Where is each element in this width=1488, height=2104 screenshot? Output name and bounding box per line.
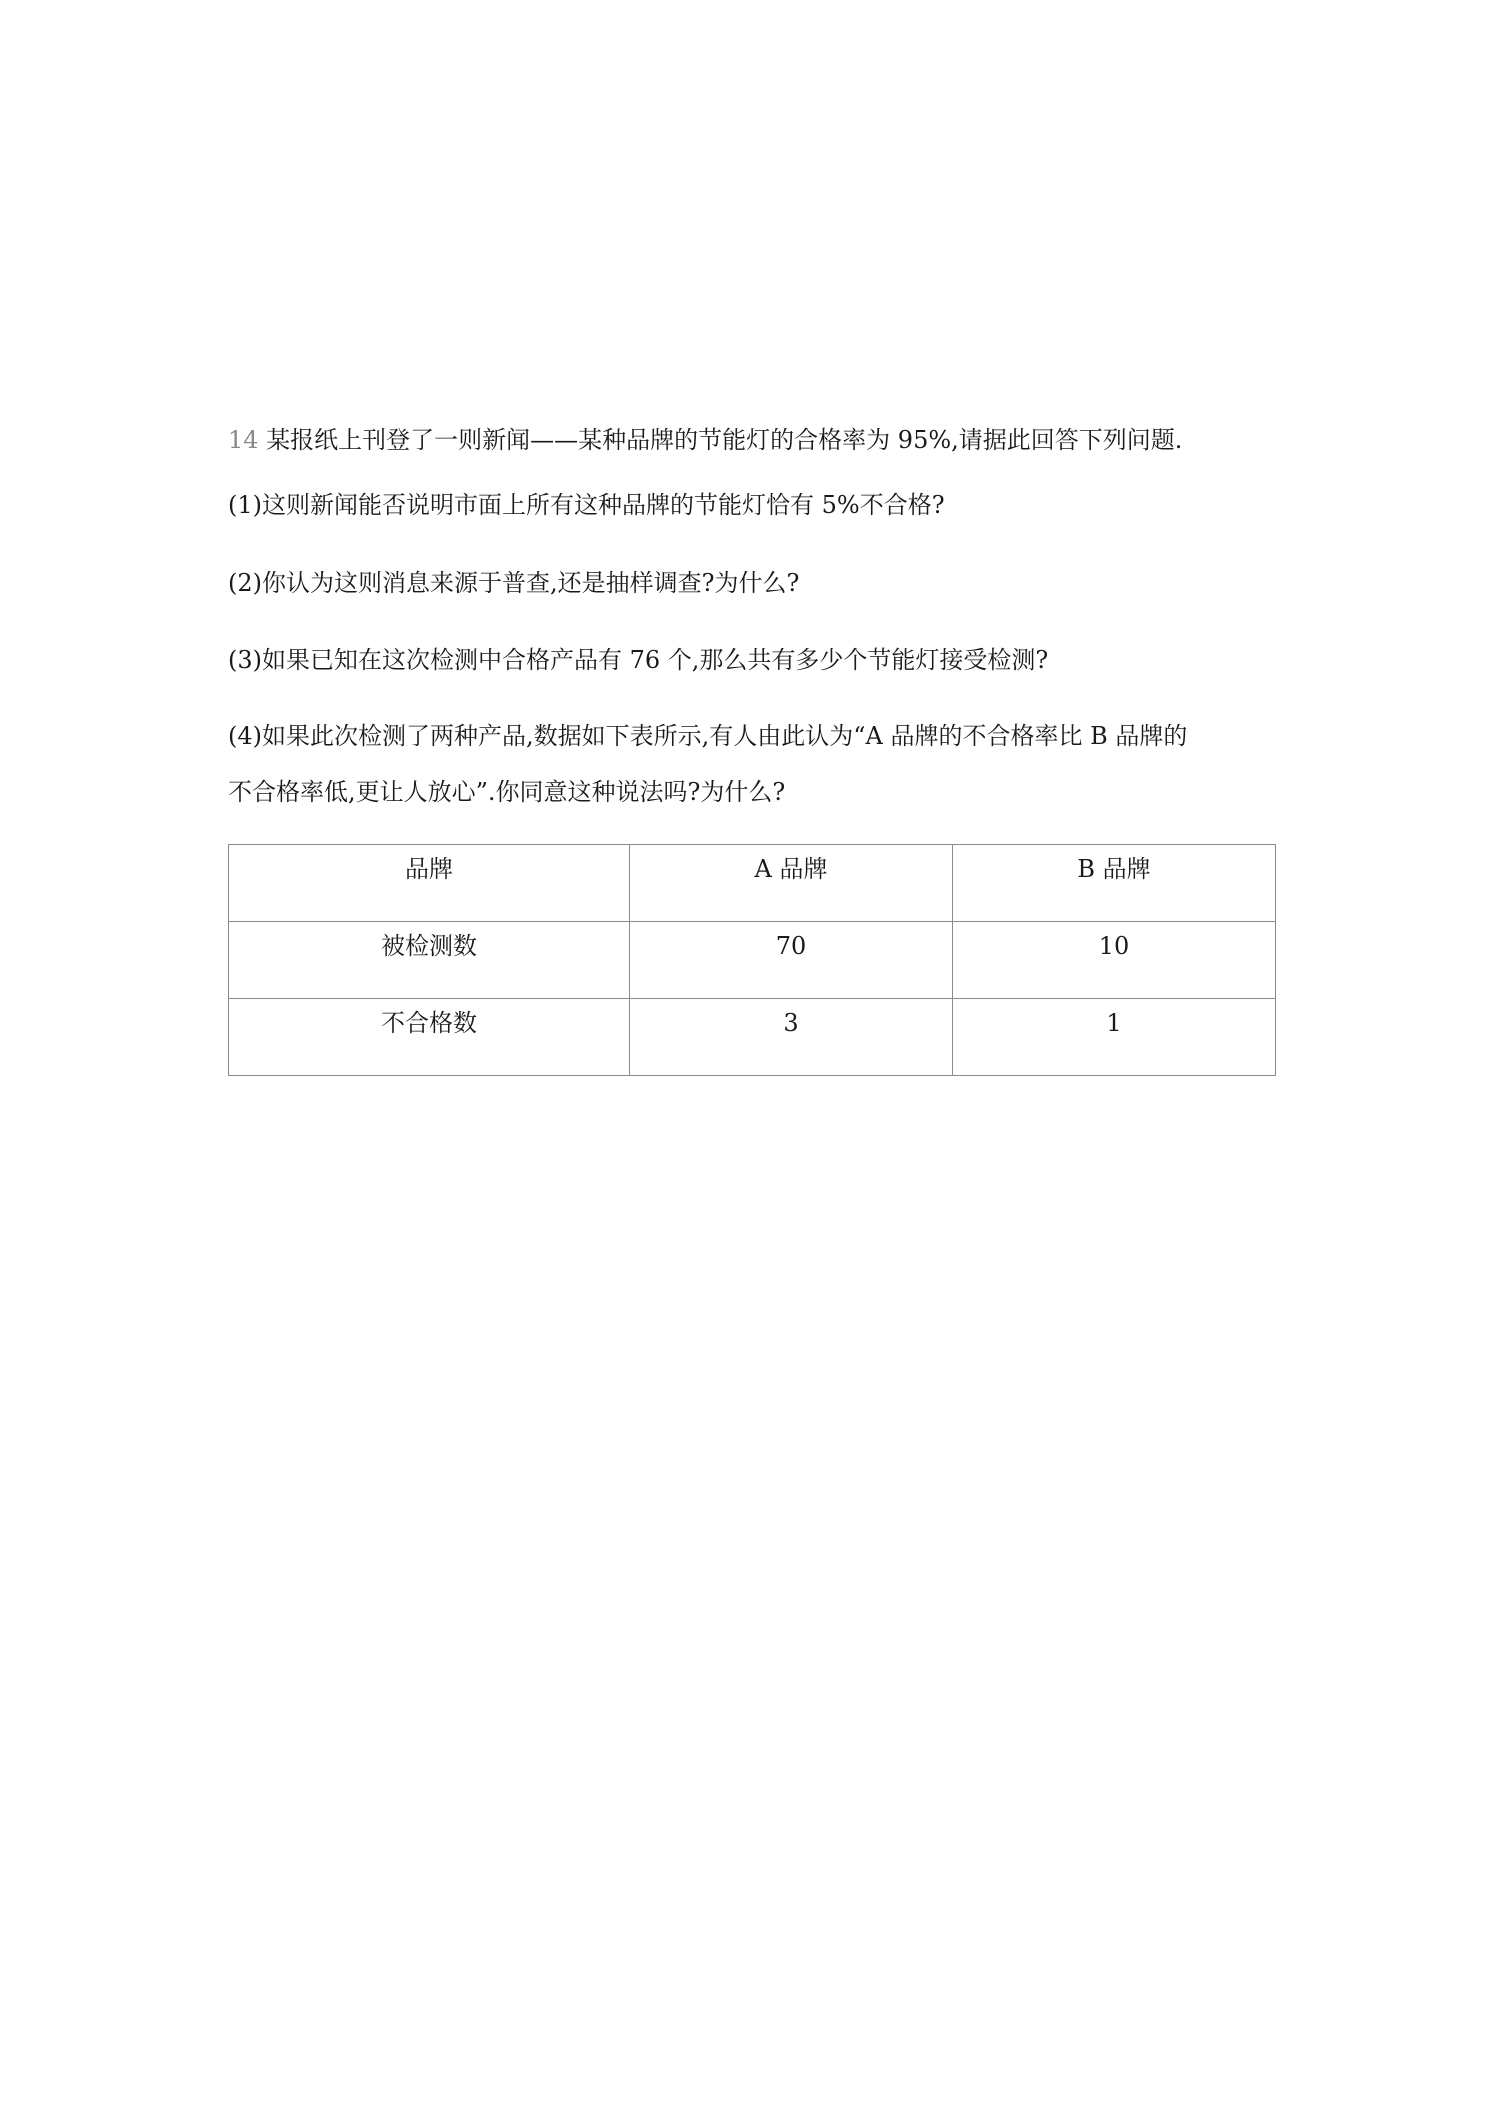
question-part-3: (3)如果已知在这次检测中合格产品有 76 个,那么共有多少个节能灯接受检测? <box>228 646 1049 674</box>
table-row <box>229 999 1276 1076</box>
table-header-cell: B 品牌 <box>953 845 1276 922</box>
question-part-4: (4)如果此次检测了两种产品,数据如下表所示,有人由此认为“A 品牌的不合格率比 B 品牌的 <box>228 722 1188 750</box>
table-cell: 10 <box>953 922 1276 999</box>
question-part-1: (1)这则新闻能否说明市面上所有这种品牌的节能灯恰有 5%不合格? <box>228 491 945 519</box>
table-row <box>229 845 1276 922</box>
table-cell: 不合格数 <box>229 999 630 1076</box>
table-cell: 1 <box>953 999 1276 1076</box>
question-part-4-continuation: 不合格率低,更让人放心”.你同意这种说法吗?为什么? <box>228 778 786 806</box>
question-stem-text: 某报纸上刊登了一则新闻——某种品牌的节能灯的合格率为 95%,请据此回答下列问题. <box>258 426 1183 454</box>
data-table <box>228 844 1276 1076</box>
table-cell: 被检测数 <box>229 922 630 999</box>
question-stem <box>228 424 1182 456</box>
table-cell: 3 <box>630 999 953 1076</box>
table-row <box>229 922 1276 999</box>
table-cell: 70 <box>630 922 953 999</box>
table-header-cell: A 品牌 <box>630 845 953 922</box>
table-header-cell: 品牌 <box>229 845 630 922</box>
question-part-2: (2)你认为这则消息来源于普查,还是抽样调查?为什么? <box>228 569 800 597</box>
question-number: 14 <box>228 426 259 454</box>
